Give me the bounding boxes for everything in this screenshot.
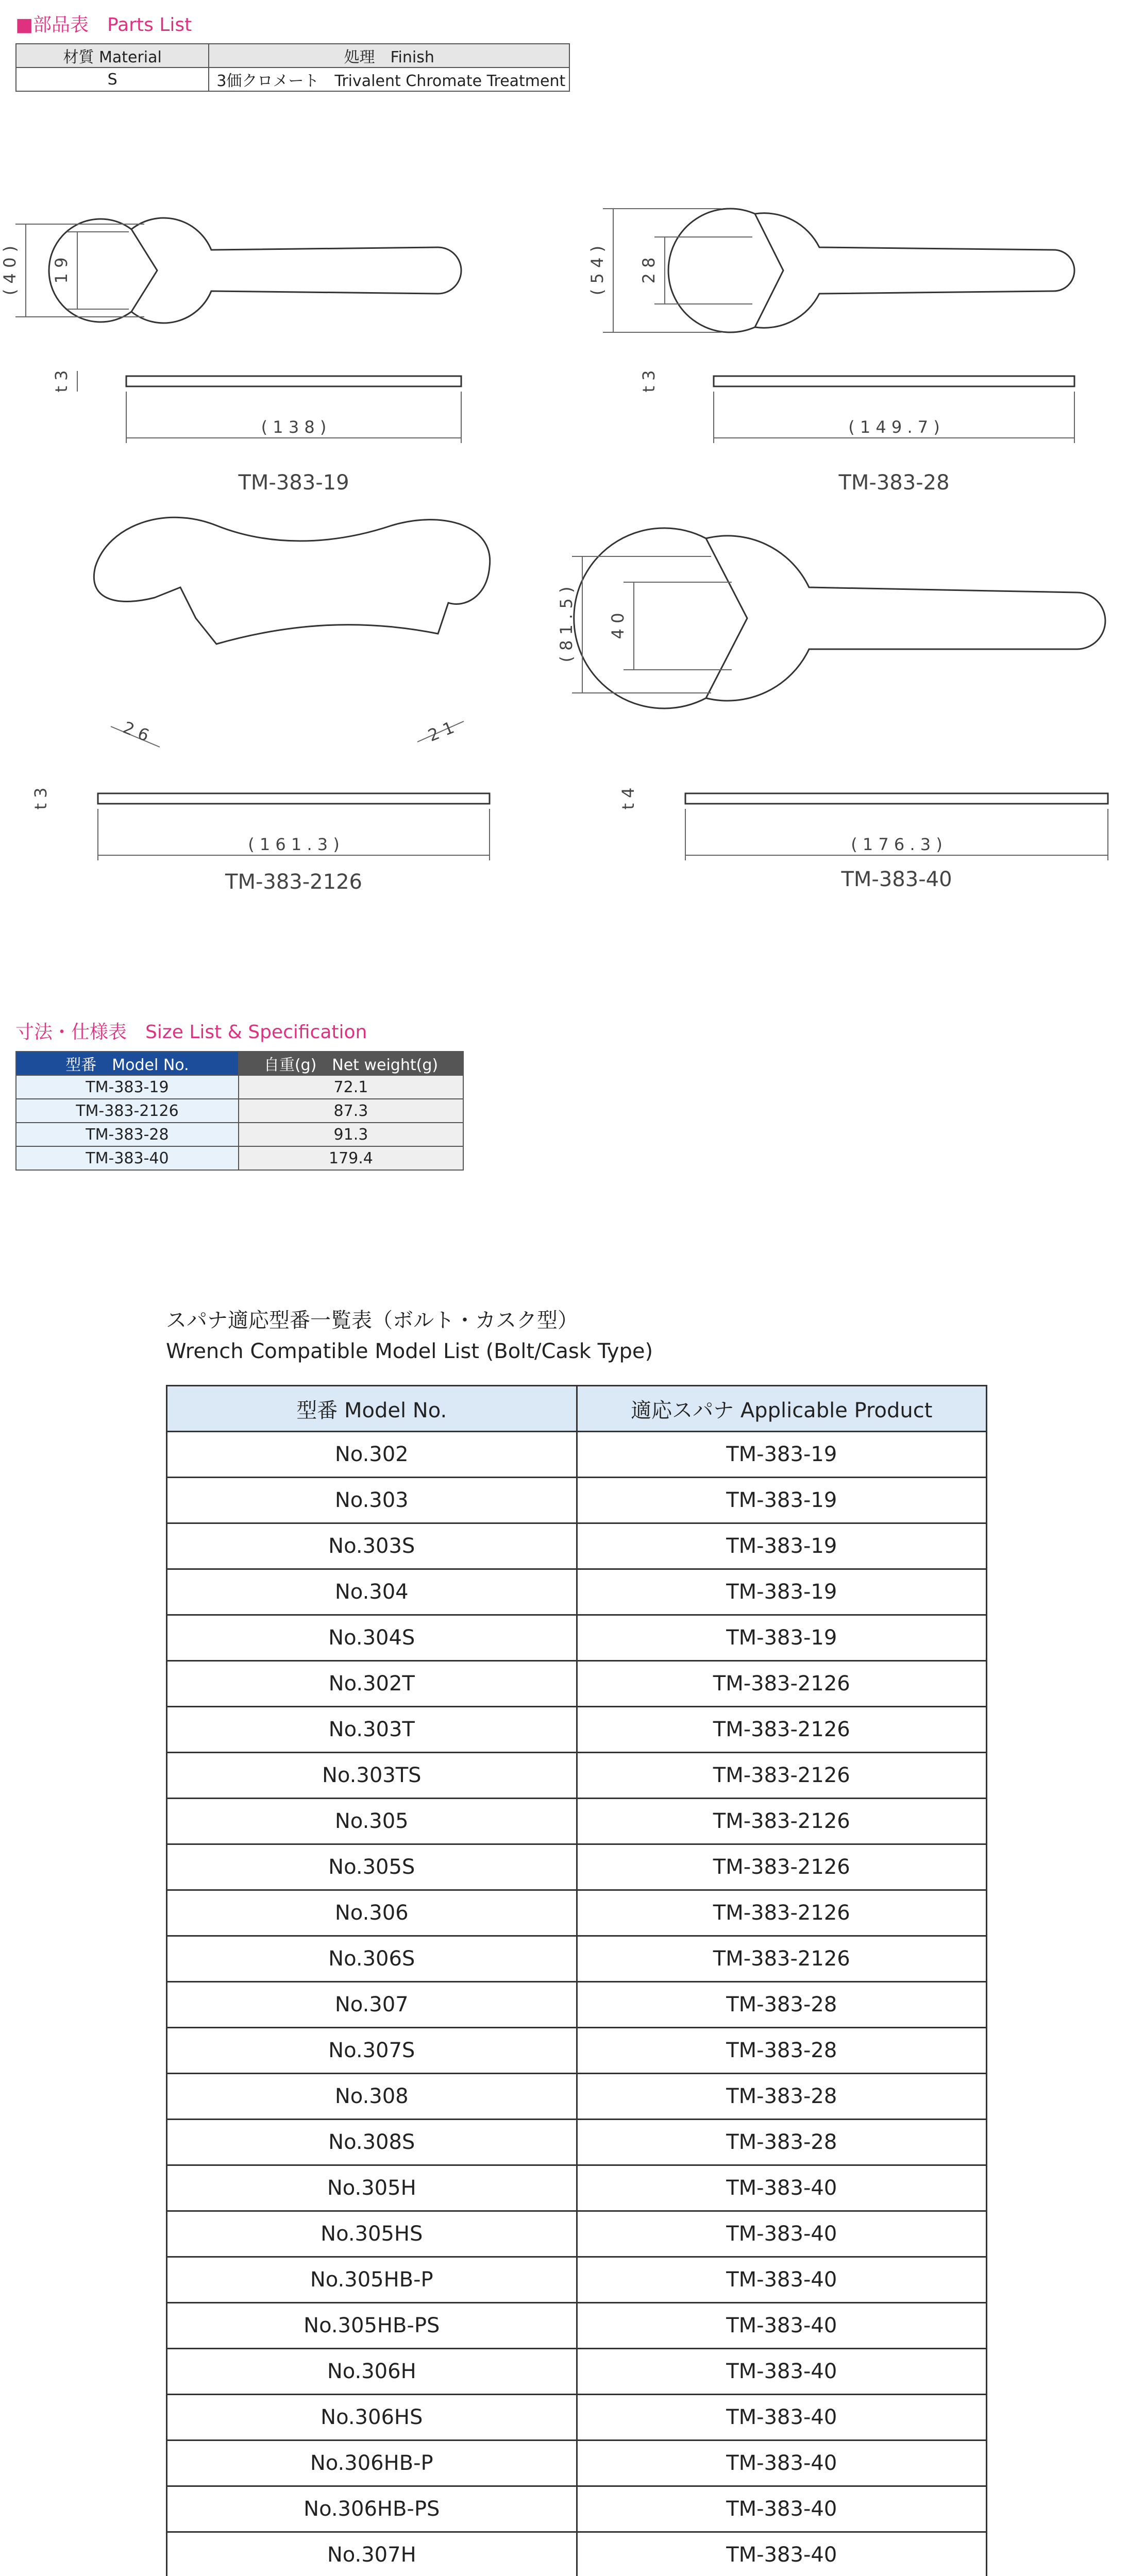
wrench-40-top-view (574, 528, 1105, 708)
size-model-cell: TM-383-40 (16, 1146, 239, 1170)
compat-model-cell: No.305 (167, 1799, 577, 1844)
compat-model-cell: No.306HS (167, 2395, 577, 2441)
compat-product-cell: TM-383-28 (577, 2120, 986, 2165)
table-row (167, 2441, 987, 2486)
table-row (167, 2165, 987, 2211)
compat-product-cell: TM-383-40 (577, 2257, 986, 2303)
compat-model-cell: No.305H (167, 2165, 577, 2211)
size-weight-cell: 72.1 (239, 1075, 463, 1099)
size-weight-cell: 91.3 (239, 1123, 463, 1146)
compat-product-cell: TM-383-40 (577, 2532, 986, 2576)
compat-product-cell: TM-383-19 (577, 1432, 986, 1478)
dim-40-jaw: 4 0 (608, 613, 628, 639)
table-row (167, 2211, 987, 2257)
table-row (167, 1478, 987, 1523)
compat-product-cell: TM-383-40 (577, 2395, 986, 2441)
table-row (167, 1432, 987, 1478)
parts-header-finish: 処理 Finish (209, 44, 569, 67)
table-row (167, 2349, 987, 2395)
compat-table (166, 1385, 987, 2576)
table-row (167, 2257, 987, 2303)
compat-model-cell: No.307 (167, 1982, 577, 2028)
compat-header-model: 型番 Model No. (167, 1386, 577, 1432)
compat-model-cell: No.304S (167, 1615, 577, 1661)
size-list-row (16, 1075, 463, 1099)
compat-product-cell: TM-383-2126 (577, 1661, 986, 1707)
size-model-cell: TM-383-19 (16, 1075, 239, 1099)
compat-model-cell: No.303S (167, 1523, 577, 1569)
compat-product-cell: TM-383-2126 (577, 1890, 986, 1936)
table-row (167, 1890, 987, 1936)
size-weight-cell: 179.4 (239, 1146, 463, 1170)
compat-product-cell: TM-383-2126 (577, 1753, 986, 1799)
compat-product-cell: TM-383-40 (577, 2441, 986, 2486)
compat-model-cell: No.306S (167, 1936, 577, 1982)
table-row (167, 2532, 987, 2576)
compat-product-cell: TM-383-2126 (577, 1799, 986, 1844)
table-row (167, 1707, 987, 1753)
compat-model-cell: No.305HB-P (167, 2257, 577, 2303)
model-label-19: TM-383-19 (238, 471, 349, 495)
table-row (167, 1936, 987, 1982)
compat-table-body (167, 1432, 987, 2576)
compat-title-en: Wrench Compatible Model List (Bolt/Cask Type) (166, 1340, 653, 1363)
compat-product-cell: TM-383-2126 (577, 1844, 986, 1890)
compat-model-cell: No.306H (167, 2349, 577, 2395)
size-model-cell: TM-383-2126 (16, 1099, 239, 1123)
dim-40-length: ( 1 7 6 . 3 ) (851, 835, 942, 854)
compat-model-cell: No.306 (167, 1890, 577, 1936)
table-row (167, 1569, 987, 1615)
size-list-row (16, 1099, 463, 1123)
parts-material-value: S (16, 67, 209, 91)
table-row (167, 2486, 987, 2532)
table-row (167, 2395, 987, 2441)
compat-product-cell: TM-383-28 (577, 1982, 986, 2028)
wrench-2126-side-view (98, 793, 490, 804)
dim-19-length: ( 1 3 8 ) (261, 417, 327, 437)
model-label-28: TM-383-28 (838, 471, 950, 495)
table-row (167, 1661, 987, 1707)
compat-title-jp: スパナ適応型番一覧表（ボルト・カスク型） (166, 1309, 578, 1332)
compat-model-cell: No.305HS (167, 2211, 577, 2257)
compat-product-cell: TM-383-19 (577, 1615, 986, 1661)
size-list-row (16, 1123, 463, 1146)
parts-list-title: ■部品表 Parts List (15, 14, 192, 36)
compat-product-cell: TM-383-19 (577, 1569, 986, 1615)
table-row (167, 1753, 987, 1799)
dim-28-jaw: 2 8 (639, 257, 659, 284)
size-header-weight: 自重(g) Net weight(g) (239, 1052, 463, 1075)
compat-model-cell: No.305HB-PS (167, 2303, 577, 2349)
size-list-header-row (16, 1052, 463, 1075)
parts-finish-value: 3価クロメート Trivalent Chromate Treatment (209, 67, 569, 91)
compat-product-cell: TM-383-28 (577, 2074, 986, 2120)
table-row (167, 1844, 987, 1890)
parts-list-header-row (16, 44, 569, 67)
table-row (167, 2074, 987, 2120)
compat-model-cell: No.304 (167, 1569, 577, 1615)
table-row (167, 2028, 987, 2074)
parts-list-table (15, 43, 570, 92)
compat-model-cell: No.303T (167, 1707, 577, 1753)
compat-model-cell: No.302T (167, 1661, 577, 1707)
compat-product-cell: TM-383-40 (577, 2211, 986, 2257)
compat-product-cell: TM-383-19 (577, 1478, 986, 1523)
dim-2126-jaw-left: 2 6 (120, 717, 152, 745)
size-weight-cell: 87.3 (239, 1099, 463, 1123)
wrench-2126-top-view (94, 517, 490, 644)
compat-product-cell: TM-383-40 (577, 2165, 986, 2211)
size-list-table (15, 1051, 464, 1171)
dim-28-length: ( 1 4 9 . 7 ) (848, 417, 940, 437)
compat-model-cell: No.307H (167, 2532, 577, 2576)
table-row (167, 2120, 987, 2165)
model-label-40: TM-383-40 (841, 868, 952, 891)
table-row (167, 1523, 987, 1569)
compat-header-product: 適応スパナ Applicable Product (577, 1386, 986, 1432)
compat-product-cell: TM-383-2126 (577, 1707, 986, 1753)
wrench-19-side-view (126, 376, 461, 386)
compat-model-cell: No.302 (167, 1432, 577, 1478)
wrench-28-side-view (714, 376, 1074, 386)
compat-product-cell: TM-383-40 (577, 2486, 986, 2532)
dim-28-thickness: t 3 (639, 370, 659, 393)
compat-model-cell: No.308 (167, 2074, 577, 2120)
dim-2126-jaw-right: 2 1 (425, 717, 457, 745)
compat-model-cell: No.306HB-P (167, 2441, 577, 2486)
compat-product-cell: TM-383-40 (577, 2349, 986, 2395)
compat-model-cell: No.303 (167, 1478, 577, 1523)
model-label-2126: TM-383-2126 (225, 870, 362, 894)
table-row (167, 1982, 987, 2028)
parts-list-row (16, 67, 569, 91)
parts-header-material: 材質 Material (16, 44, 209, 67)
dimension-lines (15, 209, 1108, 860)
dim-40-height: ( 8 1 . 5 ) (557, 586, 576, 663)
dim-19-jaw: 1 9 (52, 257, 71, 284)
compat-product-cell: TM-383-40 (577, 2303, 986, 2349)
size-list-title: 寸法・仕様表 Size List & Specification (15, 1022, 367, 1043)
wrench-40-side-view (685, 793, 1108, 804)
wrench-drawings (0, 155, 1128, 927)
compat-model-cell: No.306HB-PS (167, 2486, 577, 2532)
wrench-28-top-view (668, 209, 1074, 332)
size-list-row (16, 1146, 463, 1170)
compat-model-cell: No.303TS (167, 1753, 577, 1799)
table-row (167, 1615, 987, 1661)
size-header-model: 型番 Model No. (16, 1052, 239, 1075)
compat-product-cell: TM-383-19 (577, 1523, 986, 1569)
dim-40-thickness: t 4 (618, 787, 638, 810)
dim-19-height: ( 4 0 ) (0, 245, 20, 296)
compat-product-cell: TM-383-28 (577, 2028, 986, 2074)
dim-28-height: ( 5 4 ) (587, 245, 607, 296)
compat-model-cell: No.305S (167, 1844, 577, 1890)
compat-model-cell: No.308S (167, 2120, 577, 2165)
size-model-cell: TM-383-28 (16, 1123, 239, 1146)
dim-2126-thickness: t 3 (31, 787, 50, 810)
table-row (167, 2303, 987, 2349)
wrench-19-top-view (49, 218, 461, 323)
compat-header-row (167, 1386, 987, 1432)
dim-19-thickness: t 3 (52, 370, 71, 393)
table-row (167, 1799, 987, 1844)
compat-product-cell: TM-383-2126 (577, 1936, 986, 1982)
compat-model-cell: No.307S (167, 2028, 577, 2074)
dim-2126-length: ( 1 6 1 . 3 ) (248, 835, 340, 854)
